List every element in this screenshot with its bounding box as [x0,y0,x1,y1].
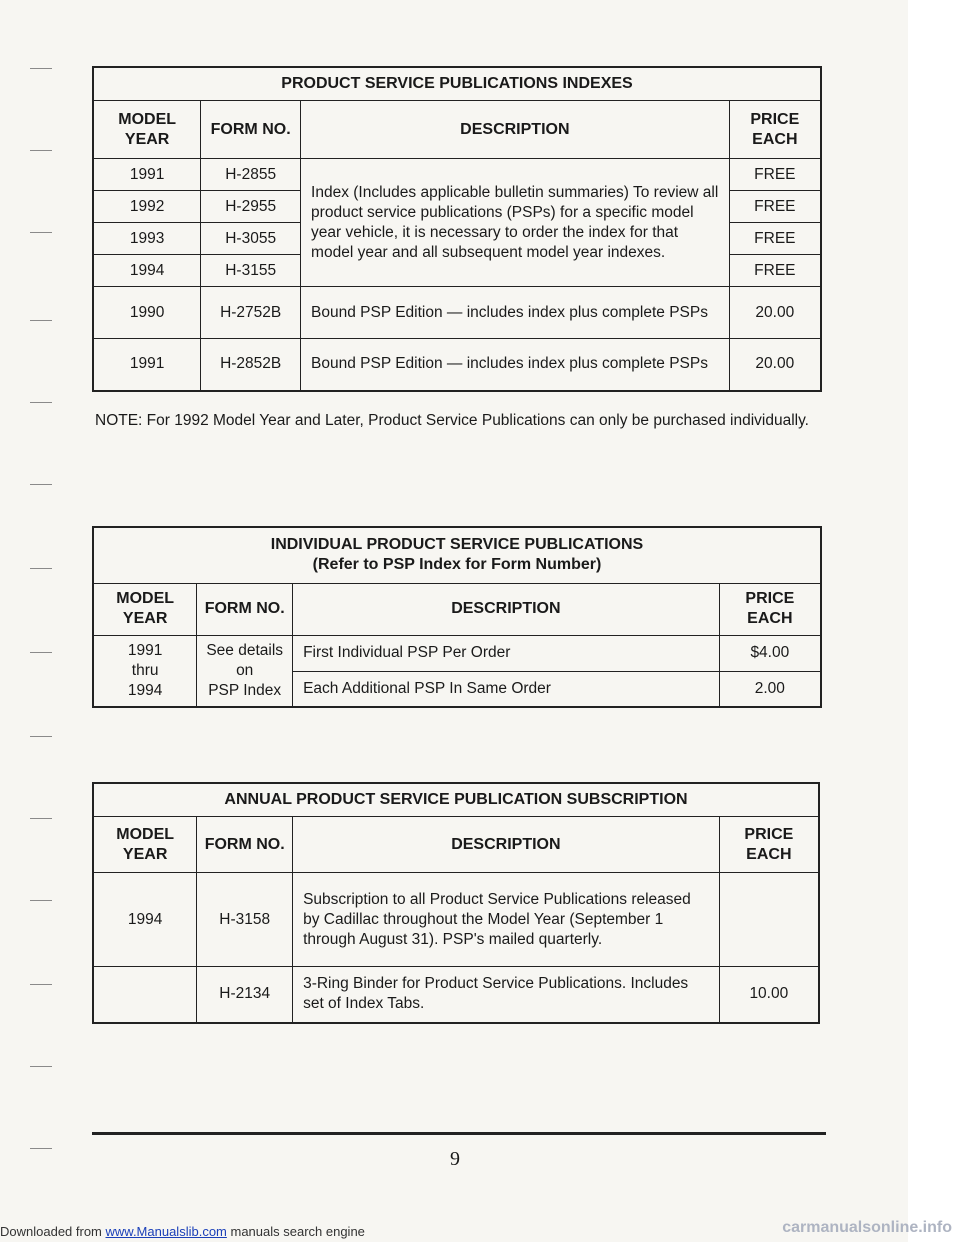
price-cell [719,873,819,967]
header-model-year: MODEL YEAR [93,583,197,635]
price-cell: FREE [729,255,821,287]
watermark: carmanualsonline.info [782,1219,952,1236]
header-description: DESCRIPTION [293,583,720,635]
header-form-no: FORM NO. [197,583,293,635]
description-cell: Bound PSP Edition — includes index plus complete PSPs [301,339,730,391]
price-cell: 20.00 [729,287,821,339]
download-footer [0,1224,365,1239]
year-cell: 1993 [93,223,201,255]
form-cell: H-2955 [201,191,301,223]
header-model-year: MODEL YEAR [93,101,201,159]
margin-tick [30,150,52,151]
header-model-year: MODEL YEAR [93,817,197,873]
price-cell: 20.00 [729,339,821,391]
margin-tick [30,1066,52,1067]
table-row [93,159,821,191]
psp-indexes-table [92,66,822,392]
table-title: PRODUCT SERVICE PUBLICATIONS INDEXES [93,67,821,101]
margin-tick [30,652,52,653]
table-title [93,527,821,583]
margin-tick [30,736,52,737]
footer-suffix: manuals search engine [226,1224,365,1239]
index-description: Index (Includes applicable bulletin summaries) To review all product service publications (PSPs) for a specific model year vehicle, it is necessary to order the index for that model year and all subsequent model year indexes. [301,159,730,287]
table-subtitle: (Refer to PSP Index for Form Number) [312,556,602,574]
year-cell: 1991 thru 1994 [93,635,197,707]
header-form-no: FORM NO. [201,101,301,159]
price-cell: 10.00 [719,967,819,1023]
margin-tick [30,68,52,69]
header-description: DESCRIPTION [301,101,730,159]
form-cell: H-3155 [201,255,301,287]
form-cell: See details on PSP Index [197,635,293,707]
margin-tick [30,818,52,819]
description-cell: Subscription to all Product Service Publications released by Cadillac throughout the Model Year (September 1 through August 31). PSP's mailed quarterly. [293,873,720,967]
form-cell: H-3158 [197,873,293,967]
description-cell: First Individual PSP Per Order [293,635,720,671]
year-cell [93,967,197,1023]
margin-tick [30,320,52,321]
manualslib-link[interactable]: www.Manualslib.com [105,1224,227,1239]
form-cell: H-2852B [201,339,301,391]
margin-tick [30,232,52,233]
margin-tick [30,568,52,569]
year-cell: 1991 [93,339,201,391]
table-row [93,635,821,671]
price-cell: $4.00 [719,635,821,671]
margin-tick [30,484,52,485]
year-cell: 1990 [93,287,201,339]
bottom-rule [92,1132,826,1135]
form-cell: H-2134 [197,967,293,1023]
year-cell: 1992 [93,191,201,223]
description-cell: 3-Ring Binder for Product Service Publications. Includes set of Index Tabs. [293,967,720,1023]
description-cell: Bound PSP Edition — includes index plus complete PSPs [301,287,730,339]
form-cell: H-2855 [201,159,301,191]
form-cell: H-3055 [201,223,301,255]
price-cell: FREE [729,159,821,191]
margin-tick [30,900,52,901]
table-title: ANNUAL PRODUCT SERVICE PUBLICATION SUBSCRIPTION [93,783,819,817]
header-form-no: FORM NO. [197,817,293,873]
description-cell: Each Additional PSP In Same Order [293,671,720,707]
table-title-text: INDIVIDUAL PRODUCT SERVICE PUBLICATIONS [270,536,644,554]
table-row [93,873,819,967]
header-description: DESCRIPTION [293,817,720,873]
note-text: NOTE: For 1992 Model Year and Later, Product Service Publications can only be purchased individually. [95,412,809,429]
margin-tick [30,1148,52,1149]
page-number: 9 [450,1148,460,1170]
price-cell: 2.00 [719,671,821,707]
header-price: PRICE EACH [719,583,821,635]
individual-psp-table [92,526,822,708]
price-cell: FREE [729,191,821,223]
price-cell: FREE [729,223,821,255]
annual-subscription-table [92,782,820,1024]
year-cell: 1994 [93,255,201,287]
year-cell: 1994 [93,873,197,967]
form-cell: H-2752B [201,287,301,339]
footer-prefix: Downloaded from [0,1224,106,1239]
header-price: PRICE EACH [729,101,821,159]
table-row [93,967,819,1023]
margin-tick [30,984,52,985]
table-row [93,339,821,391]
year-cell: 1991 [93,159,201,191]
table-row [93,287,821,339]
margin-tick [30,402,52,403]
header-price: PRICE EACH [719,817,819,873]
